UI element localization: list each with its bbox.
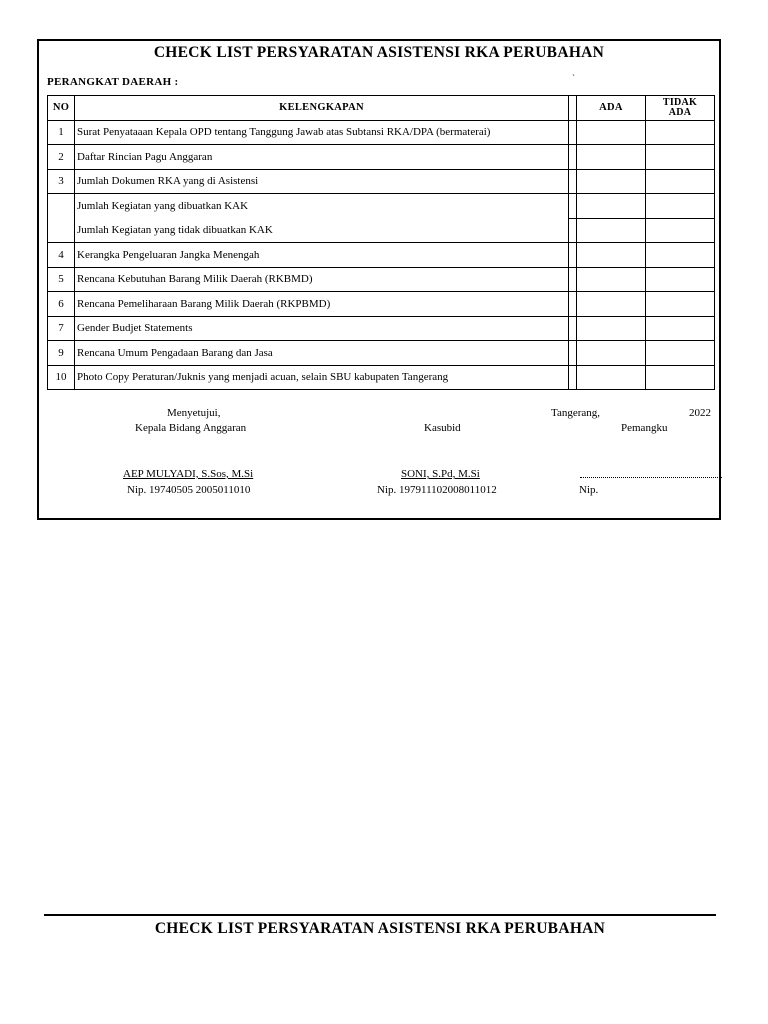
tidak-ada-checkbox-cell[interactable] <box>646 365 715 390</box>
header-kelengkapan: KELENGKAPAN <box>75 96 569 121</box>
spacer-cell <box>569 194 577 219</box>
ada-checkbox-cell[interactable] <box>577 316 646 341</box>
ada-checkbox-cell[interactable] <box>577 365 646 390</box>
spacer-cell <box>569 316 577 341</box>
spacer-cell <box>569 341 577 366</box>
signatory-name-kasubid: SONI, S.Pd, M.Si <box>401 468 480 480</box>
signatory-nip-kasubid: Nip. 197911102008011012 <box>377 484 497 496</box>
row-description: Daftar Rincian Pagu Anggaran <box>75 145 569 170</box>
spacer-cell <box>569 120 577 145</box>
ada-checkbox-cell[interactable] <box>577 169 646 194</box>
row-description: Rencana Kebutuhan Barang Milik Daerah (RKBMD) <box>75 267 569 292</box>
ada-checkbox-cell[interactable] <box>577 243 646 268</box>
row-number: 7 <box>48 316 75 341</box>
row-description: Rencana Pemeliharaan Barang Milik Daerah (RKPBMD) <box>75 292 569 317</box>
row-description: Jumlah Kegiatan yang dibuatkan KAK <box>75 194 569 219</box>
kasubid-label: Kasubid <box>424 422 461 434</box>
signatory-nip-pemangku: Nip. <box>579 484 599 496</box>
header-tidak-ada: TIDAK ADA <box>646 96 715 121</box>
table-row <box>48 365 715 390</box>
ada-checkbox-cell[interactable] <box>577 120 646 145</box>
tidak-ada-checkbox-cell[interactable] <box>646 218 715 243</box>
spacer-cell <box>569 218 577 243</box>
row-description: Surat Penyataaan Kepala OPD tentang Tanggung Jawab atas Subtansi RKA/DPA (bermaterai) <box>75 120 569 145</box>
header-spacer <box>569 96 577 121</box>
spacer-cell <box>569 243 577 268</box>
row-description: Gender Budjet Statements <box>75 316 569 341</box>
row-description: Jumlah Kegiatan yang tidak dibuatkan KAK <box>75 218 569 243</box>
row-number <box>48 194 75 219</box>
row-description: Rencana Umum Pengadaan Barang dan Jasa <box>75 341 569 366</box>
row-number: 10 <box>48 365 75 390</box>
signature-dotted-line <box>580 468 722 478</box>
ada-checkbox-cell[interactable] <box>577 218 646 243</box>
row-number: 3 <box>48 169 75 194</box>
ada-checkbox-cell[interactable] <box>577 194 646 219</box>
year-label: 2022 <box>689 407 711 419</box>
checklist-table <box>47 95 715 390</box>
menyetujui-label: Menyetujui, <box>167 407 221 419</box>
table-row <box>48 292 715 317</box>
tidak-ada-checkbox-cell[interactable] <box>646 341 715 366</box>
signatory-name-kepala: AEP MULYADI, S.Sos, M.Si <box>123 468 254 480</box>
tidak-ada-checkbox-cell[interactable] <box>646 267 715 292</box>
tangerang-label: Tangerang, <box>551 407 601 419</box>
tidak-ada-checkbox-cell[interactable] <box>646 292 715 317</box>
ada-checkbox-cell[interactable] <box>577 145 646 170</box>
table-row <box>48 267 715 292</box>
checklist-sheet <box>37 39 721 520</box>
tick-mark: ` <box>572 73 575 83</box>
table-row <box>48 145 715 170</box>
row-number: 6 <box>48 292 75 317</box>
table-row <box>48 341 715 366</box>
signatory-nip-kepala: Nip. 19740505 2005011010 <box>127 484 251 496</box>
table-row <box>48 243 715 268</box>
tidak-ada-checkbox-cell[interactable] <box>646 169 715 194</box>
perangkat-daerah-label: PERANGKAT DAERAH : <box>47 76 179 88</box>
table-row <box>48 316 715 341</box>
spacer-cell <box>569 169 577 194</box>
table-row <box>48 194 715 219</box>
tidak-ada-checkbox-cell[interactable] <box>646 194 715 219</box>
spacer-cell <box>569 145 577 170</box>
page-title: CHECK LIST PERSYARATAN ASISTENSI RKA PERUBAHAN <box>153 44 605 61</box>
table-header-row <box>48 96 715 121</box>
row-description: Jumlah Dokumen RKA yang di Asistensi <box>75 169 569 194</box>
table-row <box>48 120 715 145</box>
row-number <box>48 218 75 243</box>
tidak-ada-checkbox-cell[interactable] <box>646 145 715 170</box>
row-description: Kerangka Pengeluaran Jangka Menengah <box>75 243 569 268</box>
pemangku-label: Pemangku <box>621 422 668 434</box>
spacer-cell <box>569 267 577 292</box>
page-divider <box>44 914 716 916</box>
spacer-cell <box>569 365 577 390</box>
tidak-ada-checkbox-cell[interactable] <box>646 120 715 145</box>
ada-checkbox-cell[interactable] <box>577 267 646 292</box>
row-description: Photo Copy Peraturan/Juknis yang menjadi acuan, selain SBU kabupaten Tangerang <box>75 365 569 390</box>
next-page-title: CHECK LIST PERSYARATAN ASISTENSI RKA PERUBAHAN <box>154 920 606 937</box>
tidak-ada-checkbox-cell[interactable] <box>646 316 715 341</box>
row-number: 4 <box>48 243 75 268</box>
header-ada: ADA <box>577 96 646 121</box>
row-number: 9 <box>48 341 75 366</box>
kepala-bidang-label: Kepala Bidang Anggaran <box>135 422 247 434</box>
spacer-cell <box>569 292 577 317</box>
ada-checkbox-cell[interactable] <box>577 341 646 366</box>
ada-checkbox-cell[interactable] <box>577 292 646 317</box>
tidak-ada-checkbox-cell[interactable] <box>646 243 715 268</box>
table-row <box>48 218 715 243</box>
header-no: NO <box>48 96 75 121</box>
table-row <box>48 169 715 194</box>
row-number: 1 <box>48 120 75 145</box>
row-number: 2 <box>48 145 75 170</box>
row-number: 5 <box>48 267 75 292</box>
